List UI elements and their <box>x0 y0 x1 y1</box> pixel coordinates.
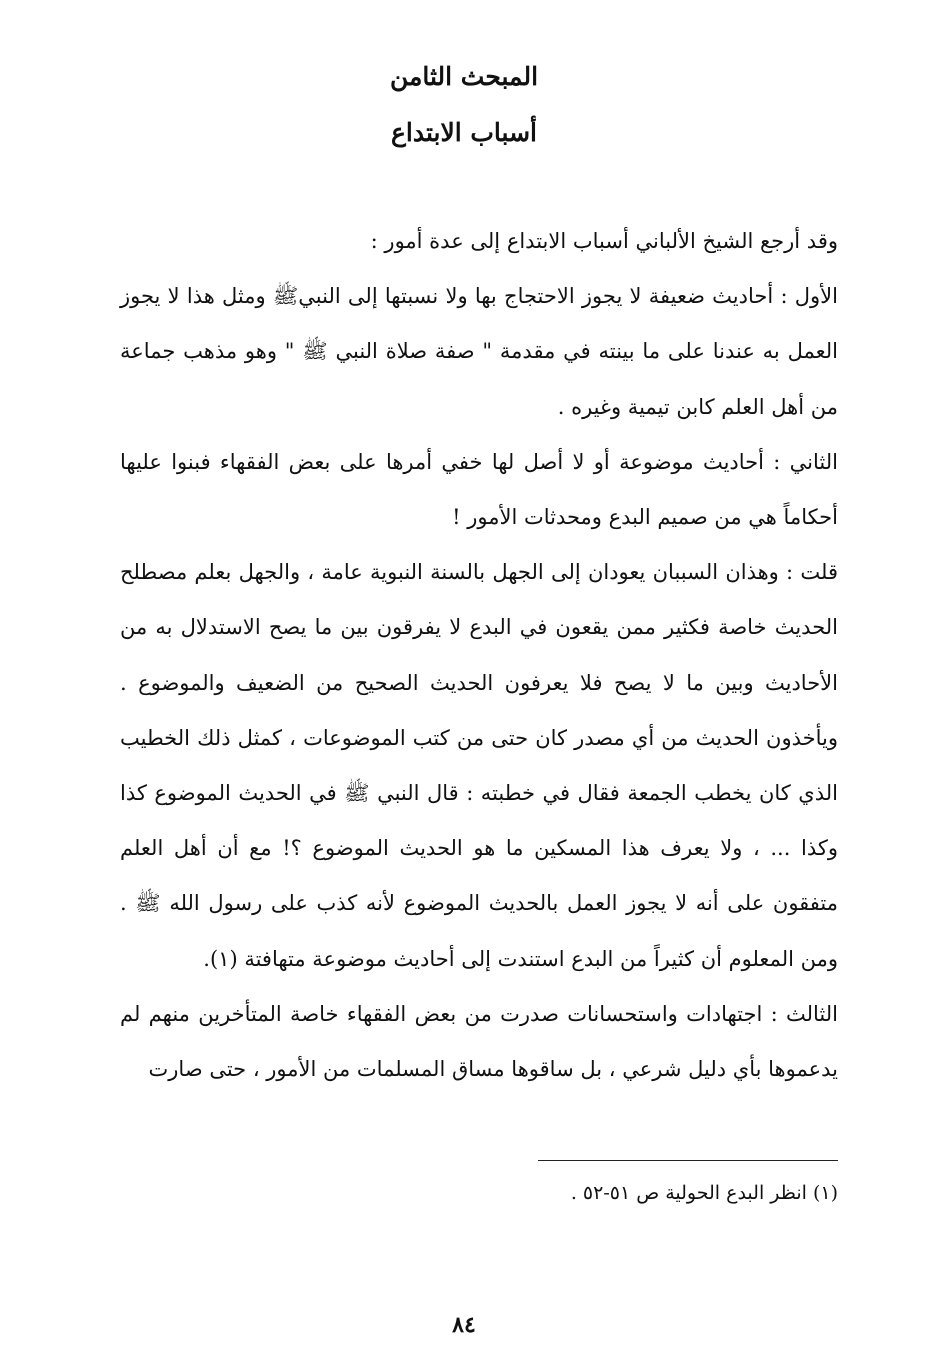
paragraph-third-cause: الثالث : اجتهادات واستحسانات صدرت من بعض الفقهاء خاصة المتأخرين منهم لم يدعموها بأي دليل شرعي ، بل ساقوها مساق المسلمات من الأمور ، حتى صارت <box>120 1001 838 1082</box>
page-number: ٨٤ <box>452 1312 476 1338</box>
paragraph-first-cause: الأول : أحاديث ضعيفة لا يجوز الاحتجاج بها ولا نسبتها إلى النبيﷺ ومثل هذا لا يجوز العمل به عندنا على ما بينته في مقدمة " صفة صلاة النبي ﷺ " وهو مذهب جماعة من أهل العلم كابن تيمية وغيره . <box>120 284 838 419</box>
footnote: (١) انظر البدع الحولية ص ٥١-٥٢ . <box>570 1182 838 1204</box>
paragraph-second-cause: الثاني : أحاديث موضوعة أو لا أصل لها خفي أمرها على بعض الفقهاء فبنوا عليها أحكاماً هي من صميم البدع ومحدثات الأمور ! <box>120 449 838 530</box>
footnote-divider <box>538 1160 838 1161</box>
paragraph-commentary: قلت : وهذان السببان يعودان إلى الجهل بالسنة النبوية عامة ، والجهل بعلم مصطلح الحديث خاصة فكثير ممن يقعون في البدع لا يفرقون بين ما يصح الاستدلال به من الأحاديث وبين ما لا يصح فلا يعرفون الحديث الصحيح من الضعيف والموضوع . ويأخذون الحديث من أي مصدر كان حتى من كتب الموضوعات ، كمثل ذلك الخطيب الذي كان يخطب الجمعة فقال في خطبته : قال النبي ﷺ في الحديث الموضوع كذا وكذا ... ، ولا يعرف هذا المسكين ما هو الحديث الموضوع ؟! مع أن أهل العلم متفقون على أنه لا يجوز العمل بالحديث الموضوع لأنه كذب على رسول الله ﷺ . ومن المعلوم أن كثيراً من البدع استندت إلى أحاديث موضوعة متهافتة (١). <box>120 560 838 971</box>
section-label: المبحث الثامن <box>389 62 539 91</box>
section-title: أسباب الابتداع <box>391 118 537 147</box>
paragraph-intro: وقد أرجع الشيخ الألباني أسباب الابتداع إلى عدة أمور : <box>370 229 838 253</box>
body-text <box>120 214 838 1097</box>
